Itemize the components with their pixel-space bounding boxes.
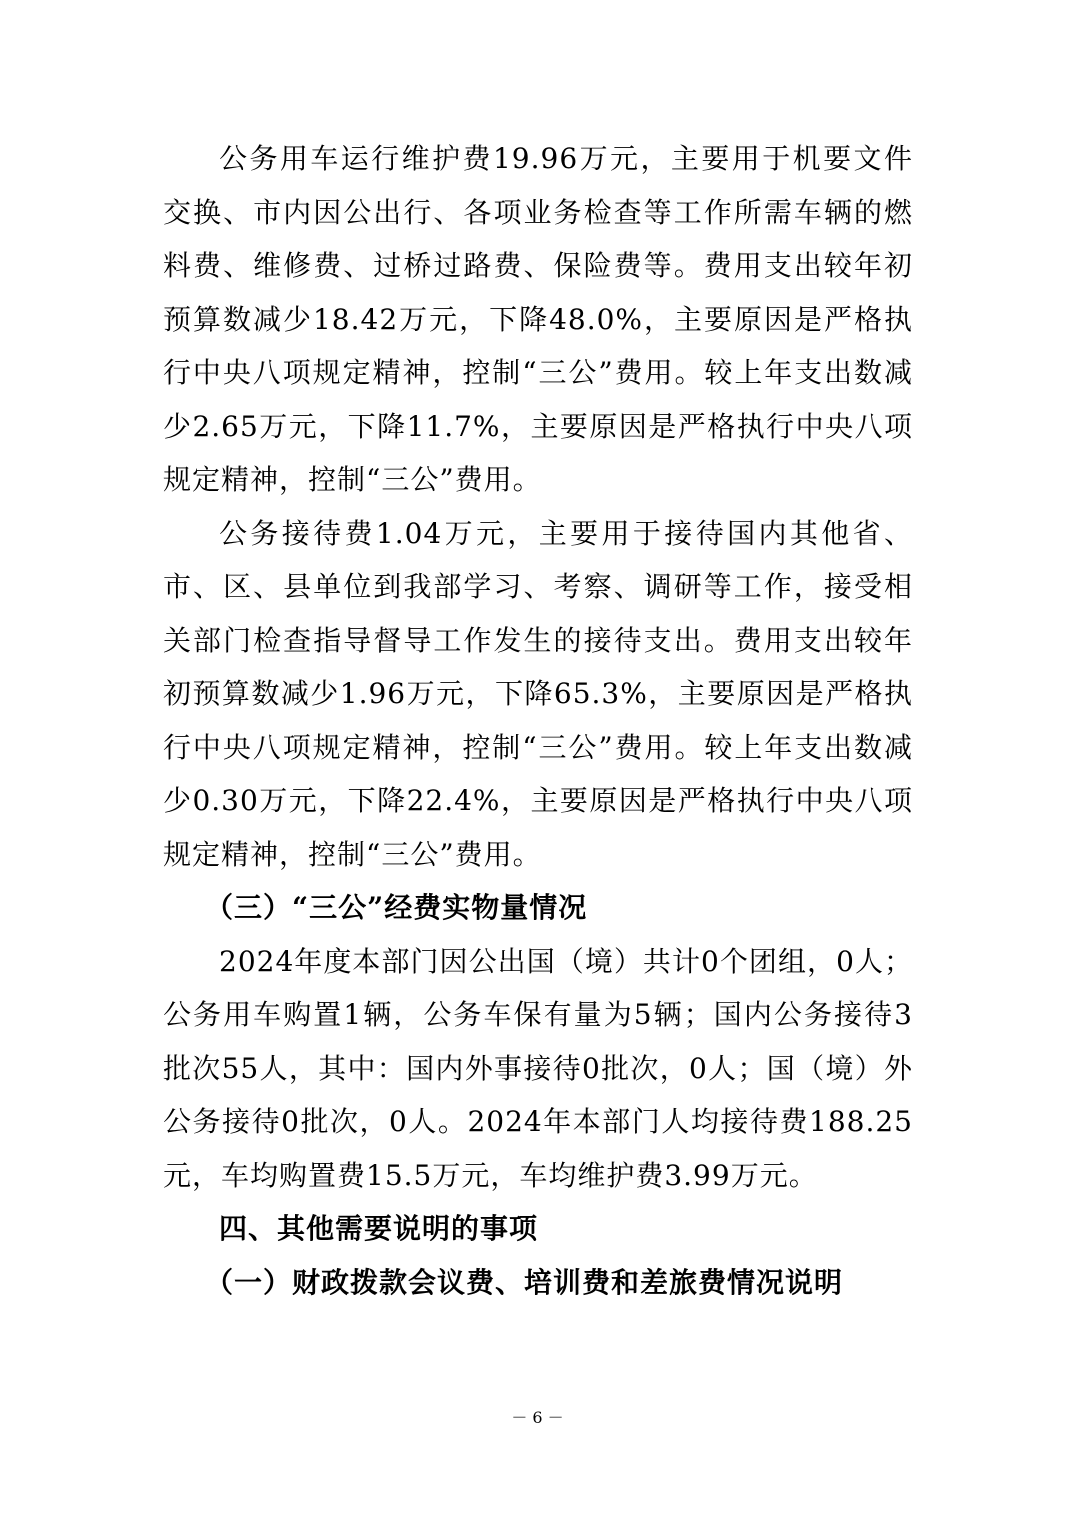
subsection-heading-meeting-training-travel: （一）财政拨款会议费、培训费和差旅费情况说明 — [205, 1265, 844, 1299]
document-body — [163, 132, 913, 1309]
paragraph-vehicle-maintenance: 公务用车运行维护费19.96万元，主要用于机要文件交换、市内因公出行、各项业务检查等工作所需车辆的燃料费、维修费、过桥过路费、保险费等。费用支出较年初预算数减少18.42万元，下降48.0%，主要原因是严格执行中央八项规定精神，控制“三公”费用。较上年支出数减少2.65万元，下降11.7%，主要原因是严格执行中央八项规定精神，控制“三公”费用。 — [163, 142, 913, 496]
paragraph-physical-quantity: 2024年度本部门因公出国（境）共计0个团组，0人；公务用车购置1辆，公务车保有量为5辆；国内公务接待3批次55人，其中：国内外事接待0批次，0人；国（境）外公务接待0批次，0人。2024年本部门人均接待费188.25元，车均购置费15.5万元，车均维护费3.99万元。 — [163, 944, 913, 1192]
section-heading-physical-quantity: （三）“三公”经费实物量情况 — [205, 891, 588, 924]
page-number: － 6 － — [511, 1408, 564, 1427]
section-heading-other-matters: 四、其他需要说明的事项 — [219, 1212, 539, 1245]
paragraph-reception-expense: 公务接待费1.04万元，主要用于接待国内其他省、市、区、县单位到我部学习、考察、调研等工作，接受相关部门检查指导督导工作发生的接待支出。费用支出较年初预算数减少1.96万元，下降65.3%，主要原因是严格执行中央八项规定精神，控制“三公”费用。较上年支出数减少0.30万元，下降22.4%，主要原因是严格执行中央八项规定精神，控制“三公”费用。 — [163, 516, 913, 871]
